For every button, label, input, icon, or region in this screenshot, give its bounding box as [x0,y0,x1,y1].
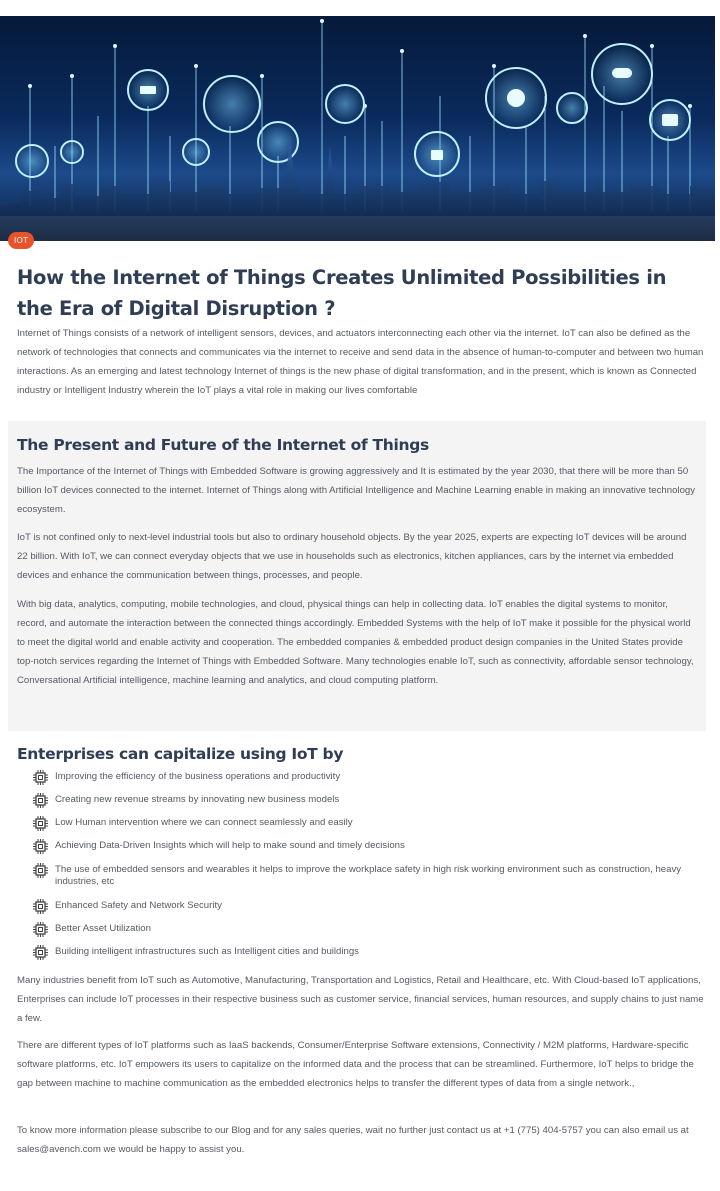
bullet-text: Low Human intervention where we can connect seamlessly and easily [55,817,353,828]
bullet-text: Creating new revenue streams by innovating new business models [55,794,340,805]
list-item [33,900,683,914]
panel-heading: The Present and Future of the Internet of Things [17,436,429,454]
platforms-paragraph: There are different types of IoT platforms such as IaaS backends, Consumer/Enterprise Software extensions, Connectivity / M2M platforms, Hardware-specific software platforms, etc. IoT empowers its users to capitalize on the informed data and the process that can be streamlined. Furthermore, IoT helps to bridge the gap between machine to machine communication as the embedded electronics helps to transfer the different types of data from a single network., [17,1040,694,1089]
panel-paragraph: IoT is not confined only to next-level industrial tools but also to ordinary household objects. By the year 2025, experts are expecting IoT devices will be around 22 billion. With IoT, we can connect everyday objects that we use in households such as electronics, kitchen appliances, cars by the internet via embedded devices and enhance the communication between things, processes, and people. [17,532,687,581]
industries-paragraph: Many industries benefit from IoT such as Automotive, Manufacturing, Transportation and Logistics, Retail and Healthcare, etc. With Cloud-based IoT applications, Enterprises can include IoT processes in their respective business such as customer service, financial services, human resources, and supply chains to just name a few. [17,975,704,1024]
list-item [33,794,683,808]
contact-paragraph: To know more information please subscribe to our Blog and for any sales queries, wait no further just contact us at +1 (775) 404-5757 you can also email us at sales@avench.com we would be happy to assist you. [17,1125,689,1155]
panel-paragraph: With big data, analytics, computing, mobile technologies, and cloud, physical things can help in collecting data. IoT enables the digital systems to monitor, record, and automate the interaction between the connected things accordingly. Embedded Systems with the help of IoT make it possible for the physical world to meet the digital world and enable activity and cooperation. The embedded companies & embedded product design companies in the United States provide top-notch services regarding the Internet of Things with Embedded Software. Many technologies enable IoT, such as connectivity, affordable sensor technology, Conversational Artificial intelligence, machine learning and analytics, and cloud computing platform. [17,599,694,686]
microchip-icon [33,922,48,937]
iot-city-illustration [0,16,715,241]
microchip-icon [33,816,48,831]
enterprise-heading: Enterprises can capitalize using IoT by [17,745,344,763]
microchip-icon [33,945,48,960]
list-item [33,923,683,937]
microchip-icon [33,770,48,785]
list-item [33,817,683,831]
bullet-text: Achieving Data-Driven Insights which will help to make sound and timely decisions [55,840,405,851]
panel-paragraph: The Importance of the Internet of Things with Embedded Software is growing aggressively and It is estimated by the year 2030, that there will be more than 50 billion IoT devices connected to the internet. Internet of Things along with Artificial Intelligence and Machine Learning enable in making an innovative technology ecosystem. [17,466,696,515]
microchip-icon [33,793,48,808]
microchip-icon [33,863,48,878]
list-item [33,771,683,785]
article-title: How the Internet of Things Creates Unlimited Possibilities in the Era of Digital Disruption ? [17,266,667,320]
category-tag[interactable]: IOT [8,232,34,249]
microchip-icon [33,839,48,854]
list-item [33,840,683,854]
list-item [33,946,683,960]
list-item [33,864,683,888]
microchip-icon [33,899,48,914]
bullet-text: Enhanced Safety and Network Security [55,900,222,911]
bullet-text: Better Asset Utilization [55,923,151,934]
bullet-text: Building intelligent infrastructures such as Intelligent cities and buildings [55,946,359,957]
present-future-panel [8,421,706,731]
hero-image [0,16,715,241]
bullet-text: Improving the efficiency of the business operations and productivity [55,771,341,782]
intro-paragraph: Internet of Things consists of a network of intelligent sensors, devices, and actuators interconnecting each other via the internet. IoT can also be defined as the network of technologies that connects and communicates via the internet to receive and send data in the absence of human-to-computer and between two human interactions. As an emerging and latest technology Internet of things is the new phase of digital transformation, and in the present, which is known as Connected industry or Intelligent Industry wherein the IoT plays a vital role in making our lives comfortable [17,328,704,396]
bullet-text: The use of embedded sensors and wearables it helps to improve the workplace safety in high risk working environment such as construction, heavy industries, etc [55,864,682,887]
